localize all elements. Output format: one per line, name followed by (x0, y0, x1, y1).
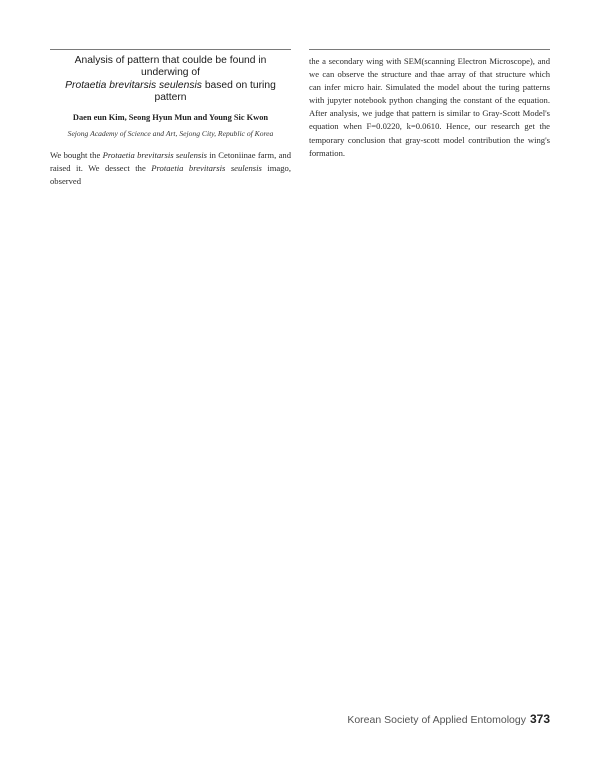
author-list: Daen eun Kim, Seong Hyun Mun and Young Sic Kwon (72, 112, 269, 122)
journal-name: Korean Society of Applied Entomology (347, 714, 526, 726)
right-column-top-rule (309, 49, 550, 50)
title-line-1: Analysis of pattern that coulde be found in underwing of (74, 55, 267, 79)
abstract-text-2: in Cetoniinae farm, and raised it. We dessect the (50, 149, 291, 173)
title-species: Protaetia brevitarsis seulensis (65, 79, 202, 91)
abstract-species-1: Protaetia brevitarsis seulensis (102, 149, 207, 160)
paper-title (50, 55, 291, 105)
abstract-left (50, 149, 291, 188)
abstract-right: the a secondary wing with SEM(scanning Electron Microscope), and we can observe the structure and thae array of that structure which can infer micro hair. Simulated the model about the turing patterns with jupyter notebook python changing the constant of the equation. After analysis, we judge that pattern is similar to Gray-Scott Model's equation when F=0.0220, k=0.0610. Hence, our research get the temporary conclusion that gray-scott model contribution the wing's formation. (309, 56, 550, 158)
page-number: 373 (529, 712, 550, 726)
abstract-species-2: Protaetia brevitarsis seulensis (151, 162, 262, 173)
affiliation: Sejong Academy of Science and Art, Sejong City, Republic of Korea (67, 128, 274, 138)
right-column (309, 55, 550, 160)
left-column-top-rule (50, 49, 291, 50)
page-footer (347, 712, 550, 726)
abstract-text-1: We bought the (50, 149, 103, 160)
left-column (50, 55, 291, 188)
title-line-2: based on turing pattern (154, 79, 276, 104)
abstract-text-3: imago, observed (50, 162, 291, 186)
